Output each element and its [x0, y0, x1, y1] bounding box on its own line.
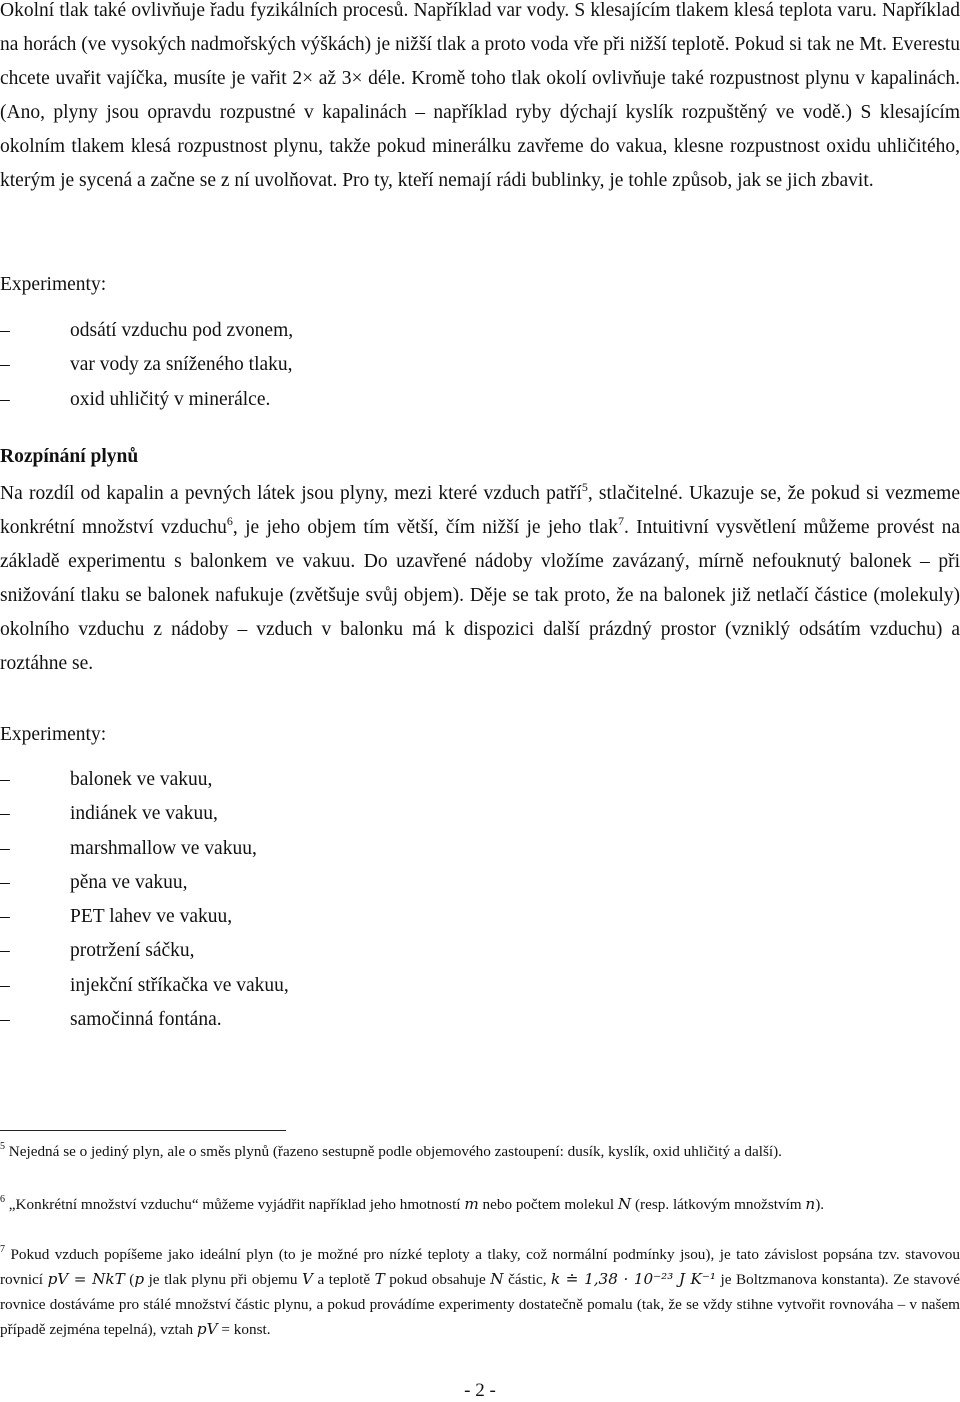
footnote-ref-5[interactable]: 5: [581, 480, 588, 494]
dash-bullet-icon: –: [0, 974, 10, 996]
list-item: – marshmallow ve vakuu,: [0, 832, 289, 866]
footnote-ref-7[interactable]: 7: [617, 514, 624, 528]
section-paragraph: Na rozdíl od kapalin a pevných látek jsou plyny, mezi které vzduch patří$^5$, stlačitelné. Ukazuje se, že pokud si vezmeme konkrétní množství vzduchu$^6$, je jeho objem tím větší, čím nižší je jeho tlak$^7$. Intuitivní vysvětlení můžeme provést na základě experimentu s balonkem ve vakuu. Do uzavřené nádoby vložíme zavázaný, mírně nefouknutý balonek – při snižování tlaku se balonek nafukuje (zvětšuje svůj objem). Děje se tak proto, že na balonek již netlačí částice (molekuly) okolního vzduchu z nádoby – vzduch v balonku má k dispozici další prázdný prostor (vzniklý odsátím vzduchu) a roztáhne se.: [0, 480, 960, 674]
footnote-separator: [0, 1130, 286, 1131]
footnote-ref-6[interactable]: 6: [226, 514, 233, 528]
experiments-list-2: [0, 763, 289, 1037]
section-heading: Rozpínání plynů: [0, 446, 139, 467]
list-item: – var vody za sníženého tlaku,: [0, 348, 293, 382]
dash-bullet-icon: –: [0, 769, 10, 790]
dash-bullet-icon: –: [0, 803, 10, 825]
dash-bullet-icon: –: [0, 1009, 10, 1031]
dash-bullet-icon: –: [0, 388, 10, 410]
dash-bullet-icon: –: [0, 871, 10, 893]
list-item: – PET lahev ve vakuu,: [0, 900, 289, 934]
list-item: – indiánek ve vakuu,: [0, 797, 289, 831]
footnote-7: $^7$ Pokud vzduch popíšeme jako ideální plyn (to je možné pro nízké teploty a tlaky, což normální podmínky jsou), je tato závislost popsána tzv. stavovou rovnicí pV = NkT (p je tlak plynu při objemu V a teplotě T pokud obsahuje N částic, k ≐ 1,38 · 10⁻²³ J K⁻¹ je Boltzmanova konstanta). Ze stavové rovnice dostáváme pro stálé množství částic plynu, a pokud provádíme experimenty dostatečně pomalu (tak, že se vždy stihne vytvořit rovnováha – v našem případě zejména tepelná), vztah pV = konst.: [0, 1244, 960, 1338]
dash-bullet-icon: –: [0, 354, 10, 376]
intro-text: Okolní tlak také ovlivňuje řadu fyzikálních procesů. Například var vody. S klesajícím tlakem klesá teplota varu. Například na horách (ve vysokých nadmořských výškách) je nižší tlak a proto voda vře při nižší teplotě. Pokud si tak ne Mt. Everestu chcete uvařit vajíčka, musíte je vařit 2× až 3× déle. Kromě toho tlak okolí ovlivňuje také rozpustnost plynu v kapalinách. (Ano, plyny jsou opravdu rozpustné v kapalinách – například ryby dýchají kyslík rozpuštěný ve vodě.) S klesajícím okolním tlakem klesá rozpustnost plynu, takže pokud minerálku zavřeme do vakua, klesne rozpustnost oxidu uhličitého, kterým je sycená a začne se z ní uvolňovat. Pro ty, kteří nemají rádi bublinky, je tohle způsob, jak se jich zbavit.: [0, 0, 960, 191]
experiments-label-1: Experimenty:: [0, 274, 107, 295]
dash-bullet-icon: –: [0, 906, 10, 928]
dash-bullet-icon: –: [0, 320, 10, 341]
list-item: – protržení sáčku,: [0, 934, 289, 968]
dash-bullet-icon: –: [0, 837, 10, 859]
list-item: – pěna ve vakuu,: [0, 866, 289, 900]
list-item: – samočinná fontána.: [0, 1003, 289, 1037]
experiments-list-1: [0, 314, 293, 417]
list-item: – balonek ve vakuu,: [0, 763, 289, 797]
page-number: - 2 -: [464, 1380, 496, 1401]
list-item: – oxid uhličitý v minerálce.: [0, 383, 293, 417]
intro-paragraph: [0, 0, 960, 198]
dash-bullet-icon: –: [0, 940, 10, 962]
experiments-label-2: Experimenty:: [0, 724, 107, 745]
footnote-5: $^5$ Nejedná se o jediný plyn, ale o směs plynů (řazeno sestupně podle objemového zastoupení: dusík, kyslík, oxid uhličitý a další).: [0, 1141, 782, 1160]
footnote-6: $^6$ „Konkrétní množství vzduchu“ můžeme vyjádřit například jeho hmotností m nebo počtem molekul N (resp. látkovým množstvím n).: [0, 1194, 825, 1213]
list-item: – injekční stříkačka ve vakuu,: [0, 969, 289, 1003]
list-item: – odsátí vzduchu pod zvonem,: [0, 314, 293, 348]
